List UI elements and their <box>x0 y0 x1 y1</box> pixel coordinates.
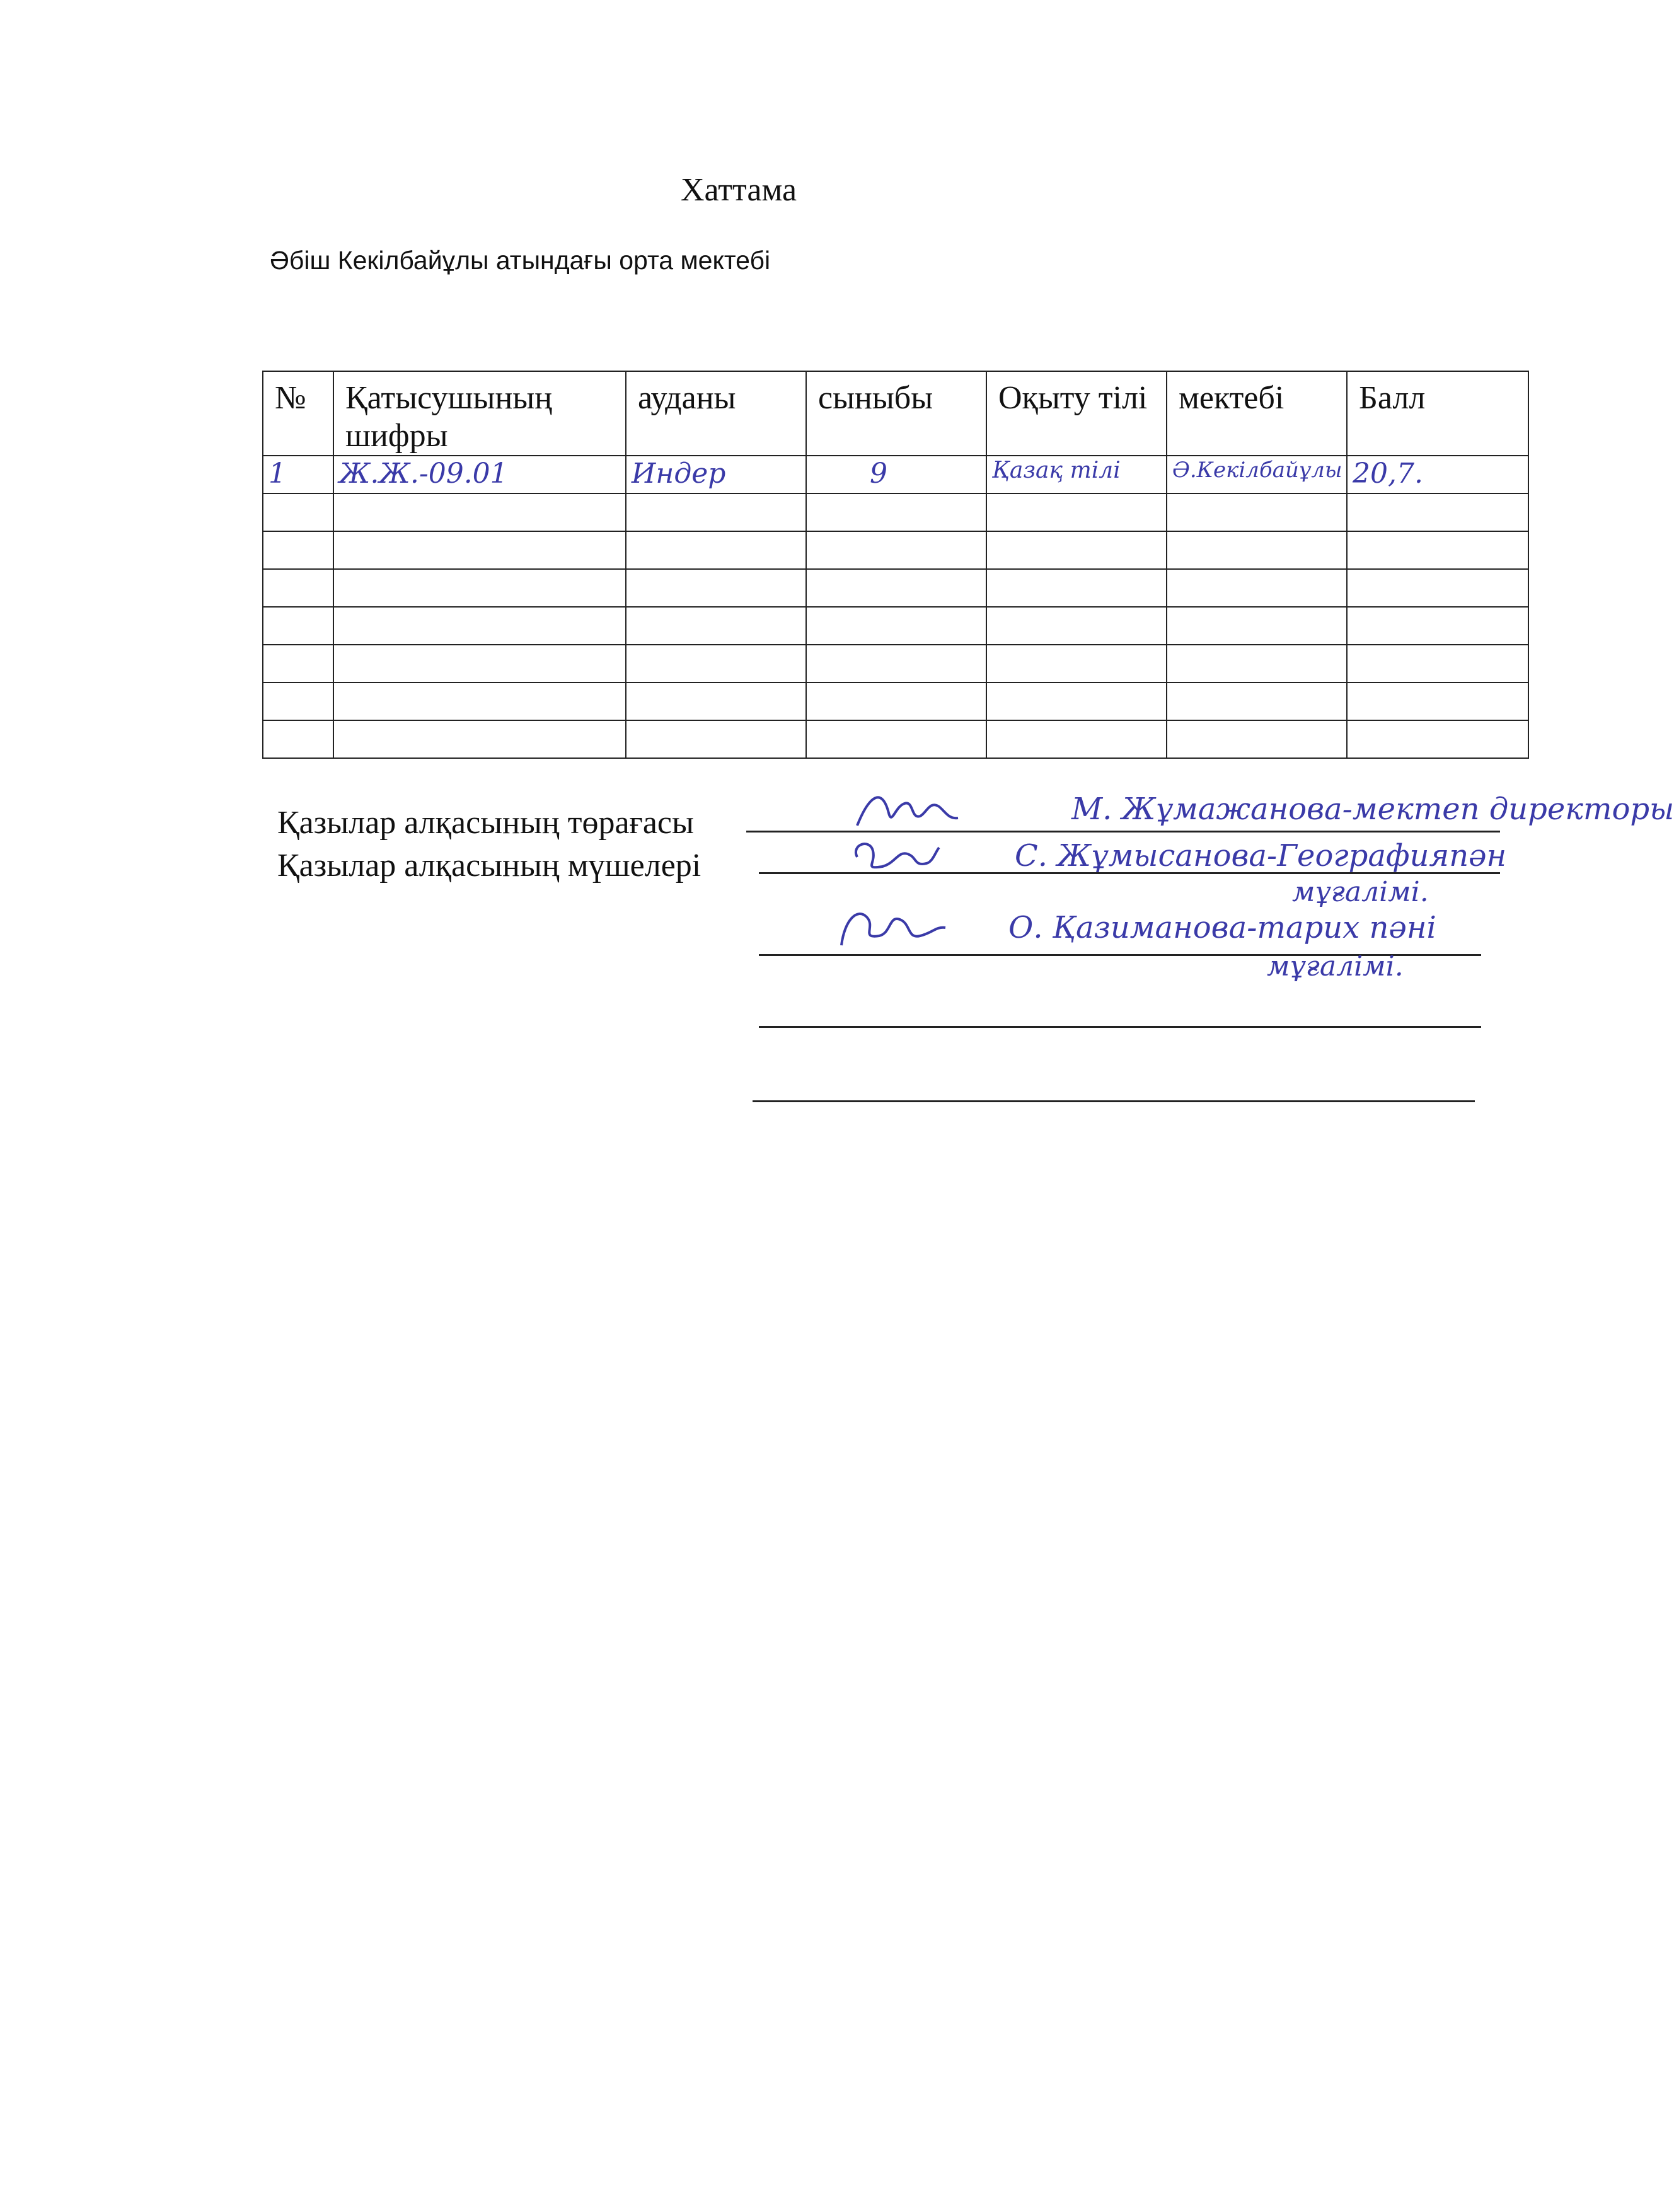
cell-district <box>626 456 806 493</box>
table-row <box>263 607 1528 645</box>
table-row <box>263 683 1528 720</box>
table-row <box>263 456 1528 493</box>
cell-number-value: 1 <box>268 458 286 490</box>
cell-school <box>1167 456 1347 493</box>
chairman-handwritten-note: М. Жұмажанова-мектеп директоры <box>1071 792 1674 827</box>
table-row <box>263 569 1528 607</box>
member2-handwritten-note: О. Қазиманова-тарих пәні <box>1008 910 1436 945</box>
table-row <box>263 531 1528 569</box>
header-language: Оқыту тілі <box>986 371 1167 456</box>
cell-district-value: Индер <box>632 458 726 490</box>
header-school: мектебі <box>1167 371 1347 456</box>
cell-school-value: Ә.Кекілбайұлы <box>1172 458 1342 483</box>
cell-grade <box>806 456 986 493</box>
member2-signature <box>832 901 952 958</box>
member-signature-line <box>753 1100 1475 1102</box>
member-signature-line <box>759 1026 1481 1028</box>
header-score: Балл <box>1347 371 1528 456</box>
cell-cipher <box>333 456 626 493</box>
cell-grade-value: 9 <box>870 458 887 490</box>
header-grade: сыныбы <box>806 371 986 456</box>
chairman-signature <box>851 781 964 838</box>
cell-score <box>1347 456 1528 493</box>
table-header-row <box>263 371 1528 456</box>
member1-signature <box>845 832 945 882</box>
member2-handwritten-note-2: мұғалімі. <box>1267 950 1404 982</box>
cell-language <box>986 456 1167 493</box>
cell-language-value: Қазақ тілі <box>992 458 1121 483</box>
page-title: Хаттама <box>681 172 797 208</box>
member1-handwritten-note-2: мұғалімі. <box>1292 876 1429 908</box>
header-number: № <box>263 371 333 456</box>
participants-table <box>262 371 1529 759</box>
cell-cipher-value: Ж.Ж.-09.01 <box>339 458 508 490</box>
table-row <box>263 645 1528 683</box>
header-district: ауданы <box>626 371 806 456</box>
cell-number <box>263 456 333 493</box>
member1-handwritten-note: С. Жұмысанова-Географияпән <box>1015 838 1507 873</box>
cell-score-value: 20,7. <box>1353 458 1423 490</box>
school-name: Әбіш Кекілбайұлы атындағы орта мектебі <box>270 246 771 275</box>
members-label: Қазылар алқасының мүшелері <box>277 848 701 884</box>
table-row <box>263 720 1528 758</box>
chairman-label: Қазылар алқасының төрағасы <box>277 805 694 841</box>
table-row <box>263 493 1528 531</box>
header-cipher: Қатысушының шифры <box>333 371 626 456</box>
